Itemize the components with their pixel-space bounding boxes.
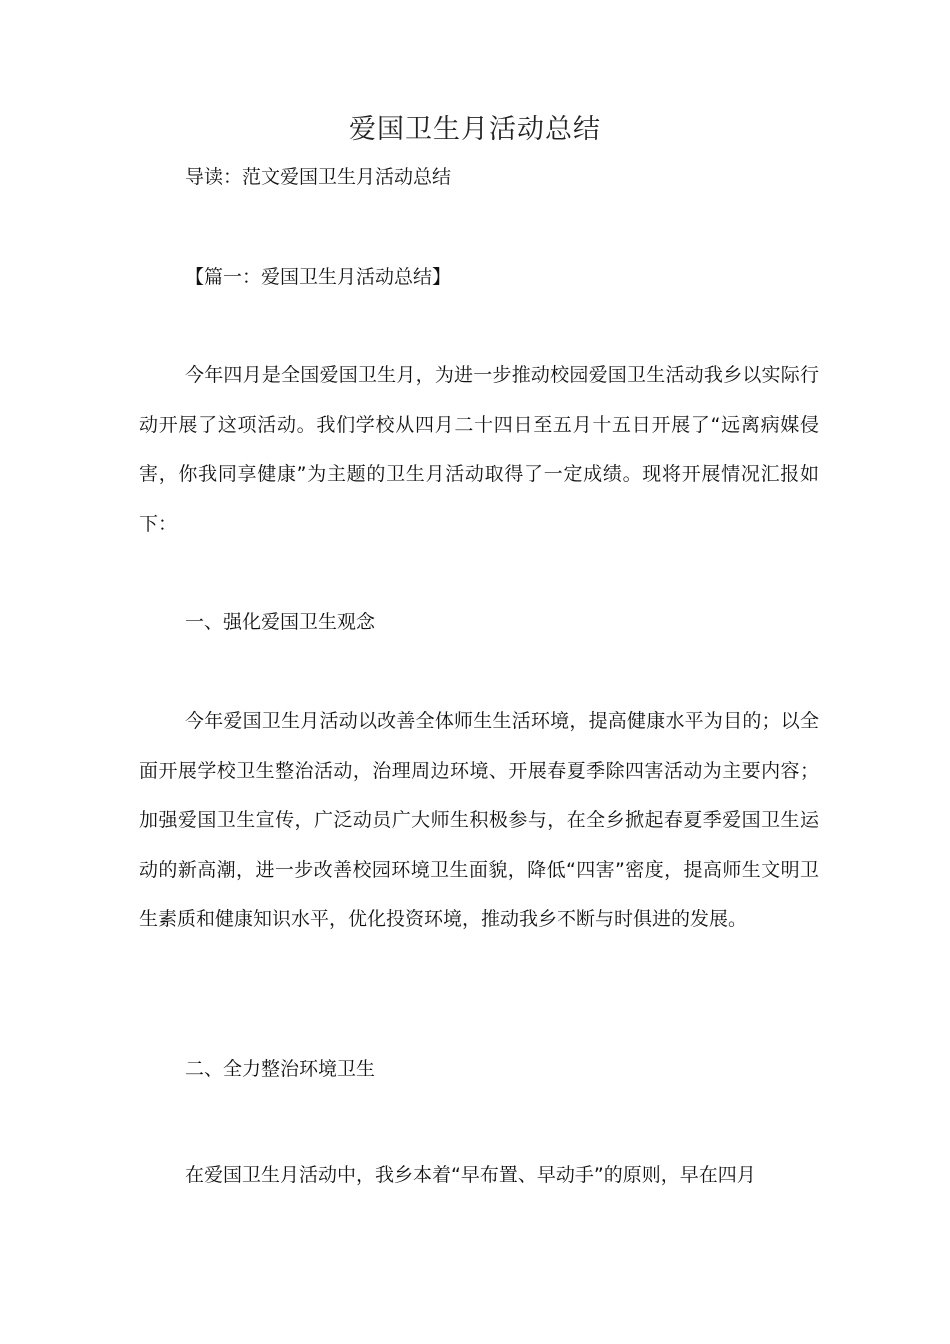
section-title: 【篇一：爱国卫生月活动总结】: [185, 266, 452, 288]
intro-line: 导读：范文爱国卫生月活动总结: [185, 166, 452, 188]
paragraph-3: 在爱国卫生月活动中，我乡本着“早布置、早动手”的原则，早在四月: [185, 1164, 756, 1186]
paragraph-1: 今年四月是全国爱国卫生月，为进一步推动校园爱国卫生活动我乡以实际行动开展了这项活动。我们学校从四月二十四日至五月十五日开展了“远离病媒侵害，你我同享健康”为主题的卫生月活动取得了一定成绩。现将开展情况汇报如下：: [139, 364, 819, 535]
paragraph-2: 今年爱国卫生月活动以改善全体师生生活环境，提高健康水平为目的；以全面开展学校卫生整治活动，治理周边环境、开展春夏季除四害活动为主要内容；加强爱国卫生宣传，广泛动员广大师生积极参与，在全乡掀起春夏季爱国卫生运动的新高潮，进一步改善校园环境卫生面貌，降低“四害”密度，提高师生文明卫生素质和健康知识水平，优化投资环境，推动我乡不断与时俱进的发展。: [139, 710, 819, 930]
document-title: 爱国卫生月活动总结: [349, 114, 601, 145]
heading-2: 二、全力整治环境卫生: [185, 1058, 376, 1080]
heading-1: 一、强化爱国卫生观念: [185, 611, 376, 633]
